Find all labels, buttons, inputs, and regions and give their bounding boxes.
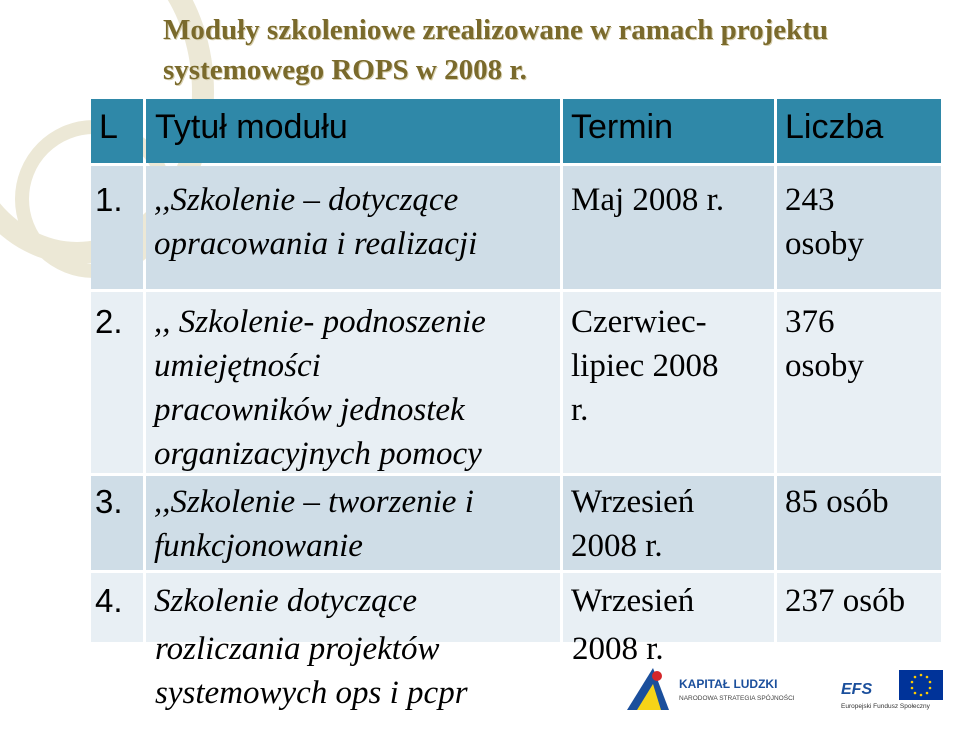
row-4-date-line: Wrzesień <box>571 583 695 619</box>
kapital-ludzki-logo <box>627 668 795 710</box>
row-2-date-line: Czerwiec- <box>571 304 707 340</box>
header-cell-date <box>563 99 774 163</box>
header-lp-label: L <box>99 108 118 146</box>
row-3-lp: 3. <box>95 483 123 520</box>
header-cell-lp <box>91 99 143 163</box>
row-1-count-cell <box>777 166 941 289</box>
slide-title <box>163 10 943 90</box>
kapital-ludzki-logo-subtext: NARODOWA STRATEGIA SPÓJNOŚCI <box>679 695 795 702</box>
row-2-title-line: umiejętności <box>154 348 321 384</box>
row-1-title-cell <box>146 166 560 289</box>
slide-title-line-1: Moduły szkoleniowe zrealizowane w ramach projektu <box>163 14 829 46</box>
row-1-count-line: 243 <box>785 182 835 218</box>
row-2-lp: 2. <box>95 303 123 340</box>
row-4-title-line: Szkolenie dotyczące <box>154 583 417 619</box>
row-3-date-cell <box>563 476 774 570</box>
row-1-lp-cell <box>91 166 143 289</box>
row-2-date-line: r. <box>571 392 589 428</box>
row-2-count-line: 376 <box>785 304 835 340</box>
row-3-title-line: ,,Szkolenie – tworzenie i <box>154 484 474 520</box>
row-1-date-line: Maj 2008 r. <box>571 182 725 218</box>
row-3-lp-cell <box>91 476 143 570</box>
row-4-count-line: 237 osób <box>785 583 906 619</box>
row-3-date-line: Wrzesień <box>571 484 695 520</box>
efs-logo-text: EFS <box>841 681 873 698</box>
header-count-label: Liczba <box>785 108 884 146</box>
row-3-date-line: 2008 r. <box>571 528 663 564</box>
row-4-lp-cell <box>91 573 143 642</box>
row-2-title-line: organizacyjnych pomocy <box>154 436 482 472</box>
row-4-count-cell <box>777 573 941 642</box>
row-2-title-line: pracowników jednostek <box>154 392 465 428</box>
row-4-title-overflow-line: systemowych ops i pcpr <box>155 675 468 711</box>
slide-title-line-2: systemowego ROPS w 2008 r. <box>163 54 527 86</box>
header-cell-title <box>146 99 560 163</box>
row-3-title-line: funkcjonowanie <box>154 528 363 564</box>
kapital-ludzki-logo-text: KAPITAŁ LUDZKI <box>679 677 778 691</box>
row-3-count-cell <box>777 476 941 570</box>
row-2-date-cell <box>563 292 774 473</box>
header-title-label: Tytuł modułu <box>155 108 348 146</box>
header-cell-count <box>777 99 941 163</box>
row-1-count-line: osoby <box>785 226 864 262</box>
row-2-count-line: osoby <box>785 348 864 384</box>
row-2-title-cell <box>146 292 560 473</box>
header-date-label: Termin <box>571 108 674 146</box>
row-1-title-line: ,,Szkolenie – dotyczące <box>154 182 459 218</box>
efs-logo-subtext: Europejski Fundusz Społeczny <box>841 703 930 710</box>
row-4-lp: 4. <box>95 582 123 619</box>
row-4-title-overflow-line: rozliczania projektów <box>155 631 440 667</box>
footer-logos <box>623 664 953 714</box>
row-2-date-line: lipiec 2008 <box>571 348 719 384</box>
row-2-count-cell <box>777 292 941 473</box>
row-3-title-cell <box>146 476 560 570</box>
row-2-lp-cell <box>91 292 143 473</box>
row-1-lp: 1. <box>95 181 123 218</box>
row-2-title-line: ,, Szkolenie- podnoszenie <box>154 304 486 340</box>
row-1-date-cell <box>563 166 774 289</box>
efs-logo <box>841 670 943 710</box>
modules-table <box>91 99 941 642</box>
row-3-count-line: 85 osób <box>785 484 889 520</box>
row-4-date-overflow-line: 2008 r. <box>572 631 664 667</box>
row-1-title-line: opracowania i realizacji <box>154 226 478 262</box>
